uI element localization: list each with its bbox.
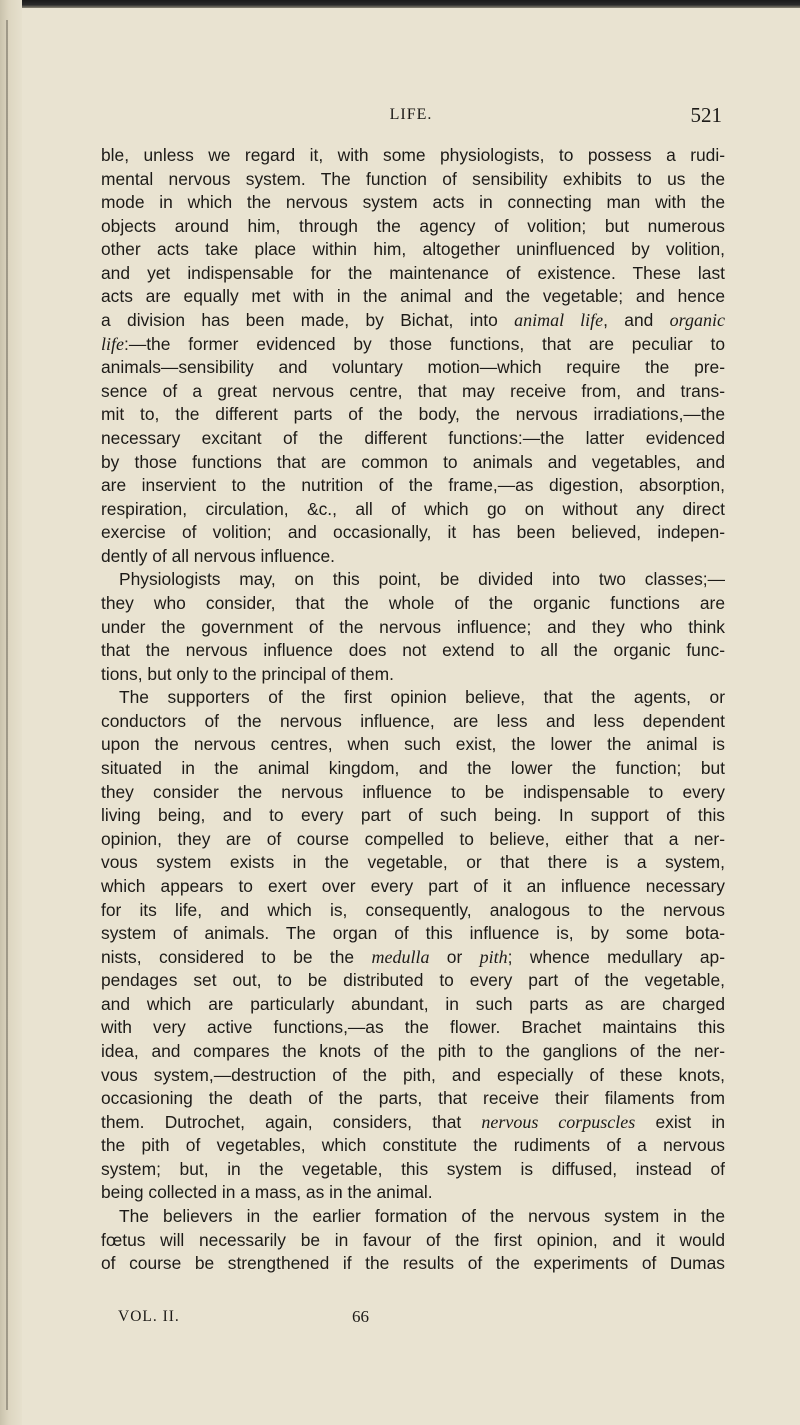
text-line: which appears to exert over every part of it an influence necessary [101, 875, 725, 896]
text-line: under the government of the nervous influence; and they who think [101, 616, 725, 637]
paragraph-start-line: Physiologists may, on this point, be divided into two classes;— [119, 569, 725, 590]
text-line: and which are particularly abundant, in such parts as are charged [101, 993, 725, 1014]
text-line: vous system exists in the vegetable, or that there is a system, [101, 852, 725, 873]
italic-term: nervous corpuscles [481, 1111, 636, 1132]
text-line: by those functions that are common to animals and vegetables, and [101, 451, 725, 472]
text-line: vous system,—destruction of the pith, and especially of these knots, [101, 1064, 725, 1085]
page-header [100, 103, 722, 136]
text-line: animals—sensibility and voluntary motion—which require the pre- [101, 357, 725, 378]
italic-term: animal life [514, 310, 604, 331]
text-line: occasioning the death of the parts, that receive their filaments from [101, 1088, 725, 1109]
text-line: fœtus will necessarily be in favour of the first opinion, and it would [101, 1229, 725, 1250]
paragraph-start-line: The believers in the earlier formation of the nervous system in the [119, 1206, 725, 1227]
text-line: objects around him, through the agency of volition; but numerous [101, 215, 725, 236]
text-line: conductors of the nervous influence, are less and less dependent [101, 710, 725, 731]
text-line: exercise of volition; and occasionally, it has been believed, indepen- [101, 522, 725, 543]
italic-term: organic [669, 310, 725, 331]
text-line: necessary excitant of the different functions:—the latter evidenced [101, 427, 725, 448]
text-line: they consider the nervous influence to be indispensable to every [101, 781, 725, 802]
text-line: with very active functions,—as the flower. Brachet maintains this [101, 1017, 725, 1038]
text-line: the pith of vegetables, which constitute the rudiments of a nervous [101, 1135, 725, 1156]
running-title: LIFE. [389, 106, 433, 123]
text-line: living being, and to every part of such being. In support of this [101, 805, 725, 826]
text-line: system; but, in the vegetable, this system is diffused, instead of [101, 1158, 725, 1179]
text-line: mit to, the different parts of the body, the nervous irradiations,—the [101, 404, 725, 425]
text-line: sence of a great nervous centre, that may receive from, and trans- [101, 380, 725, 401]
text-line: that the nervous influence does not extend to all the organic func- [101, 640, 725, 661]
text-line: acts are equally met with in the animal and the vegetable; and hence [101, 286, 725, 307]
text-line: upon the nervous centres, when such exist, the lower the animal is [101, 734, 725, 755]
text-line: idea, and compares the knots of the pith to the ganglions of the ner- [101, 1040, 725, 1061]
text-line: opinion, they are of course compelled to believe, either that a ner- [101, 828, 725, 849]
text-line: tions, but only to the principal of them. [101, 663, 394, 684]
text-line: being collected in a mass, as in the animal. [101, 1182, 433, 1203]
italic-term: medulla [371, 946, 430, 967]
text-line: for its life, and which is, consequently, analogous to the nervous [101, 899, 725, 920]
text-line: pendages set out, to be distributed to every part of the vegetable, [101, 970, 725, 991]
text-line: system of animals. The organ of this influence is, by some bota- [101, 923, 725, 944]
italic-term: life [101, 333, 124, 354]
text-line: they who consider, that the whole of the organic functions are [101, 592, 725, 613]
volume-mark: VOL. II. [118, 1308, 180, 1325]
text-line: situated in the animal kingdom, and the lower the function; but [101, 758, 725, 779]
text-line: dently of all nervous influence. [101, 545, 335, 566]
body-text [101, 144, 725, 1276]
binding-line [6, 20, 8, 1410]
top-border [0, 0, 800, 8]
page-number: 521 [690, 103, 722, 127]
text-line: respiration, circulation, &c., all of which go on without any direct [101, 498, 725, 519]
paragraph-start-line: The supporters of the first opinion believe, that the agents, or [119, 687, 725, 708]
text-line: them. Dutrochet, again, considers, that nervous corpuscles exist in [101, 1111, 725, 1132]
text-line: a division has been made, by Bichat, into animal life, and organic [101, 310, 725, 331]
text-line: and yet indispensable for the maintenance of existence. These last [101, 262, 725, 283]
italic-term: pith [479, 946, 508, 967]
text-line: ble, unless we regard it, with some physiologists, to possess a rudi- [101, 145, 725, 165]
text-line: life:—the former evidenced by those functions, that are peculiar to [101, 333, 725, 354]
text-line: nists, considered to be the medulla or pith; whence medullary ap- [101, 946, 725, 967]
text-line: of course be strengthened if the results of the experiments of Dumas [101, 1253, 725, 1274]
text-line: are inservient to the nutrition of the frame,—as digestion, absorption, [101, 475, 725, 496]
text-line: mode in which the nervous system acts in connecting man with the [101, 192, 725, 213]
signature-mark: 66 [352, 1307, 369, 1326]
text-line: mental nervous system. The function of sensibility exhibits to us the [101, 168, 725, 189]
binding-edge [0, 0, 22, 1425]
text-line: other acts take place within him, altogether uninfluenced by volition, [101, 239, 725, 260]
